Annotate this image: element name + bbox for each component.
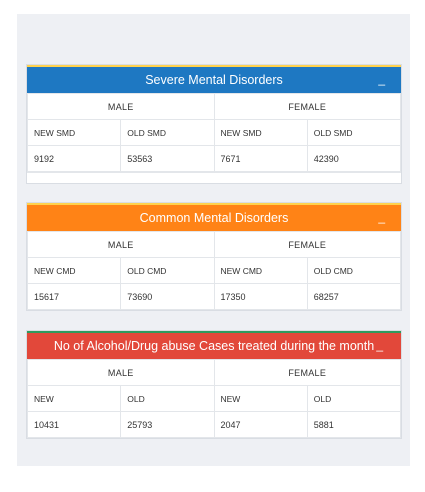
- female-group-label: FEMALE: [214, 232, 401, 258]
- column-header: OLD SMD: [307, 120, 400, 146]
- column-header: NEW CMD: [28, 258, 121, 284]
- table-cell: 42390: [307, 146, 400, 172]
- table-cell: 25793: [121, 412, 214, 438]
- smd-card-title: Severe Mental Disorders: [145, 73, 283, 87]
- column-header: NEW: [28, 386, 121, 412]
- table-cell: 53563: [121, 146, 214, 172]
- alcohol-card-title: No of Alcohol/Drug abuse Cases treated during the month: [53, 339, 375, 353]
- alcohol-card: [26, 330, 402, 439]
- table-cell: 10431: [28, 412, 121, 438]
- cmd-table: [27, 231, 401, 310]
- cmd-card-header: [27, 203, 401, 231]
- smd-card-header: [27, 65, 401, 93]
- alcohol-card-header: [27, 331, 401, 359]
- column-header: NEW CMD: [214, 258, 307, 284]
- column-header: OLD CMD: [307, 258, 400, 284]
- table-cell: 2047: [214, 412, 307, 438]
- male-group-label: MALE: [28, 94, 215, 120]
- card-footer: [27, 172, 401, 183]
- cmd-card: [26, 202, 402, 311]
- table-cell: 68257: [307, 284, 400, 310]
- male-group-label: MALE: [28, 232, 215, 258]
- alcohol-table: [27, 359, 401, 438]
- minimize-button[interactable]: _: [376, 338, 383, 352]
- column-header: OLD: [307, 386, 400, 412]
- smd-table: [27, 93, 401, 172]
- table-cell: 17350: [214, 284, 307, 310]
- table-cell: 5881: [307, 412, 400, 438]
- column-header: NEW SMD: [214, 120, 307, 146]
- column-header: OLD CMD: [121, 258, 214, 284]
- column-header: NEW SMD: [28, 120, 121, 146]
- smd-card: [26, 64, 402, 184]
- female-group-label: FEMALE: [214, 94, 401, 120]
- cmd-card-title: Common Mental Disorders: [139, 211, 289, 225]
- table-cell: 9192: [28, 146, 121, 172]
- table-cell: 15617: [28, 284, 121, 310]
- column-header: OLD: [121, 386, 214, 412]
- table-cell: 7671: [214, 146, 307, 172]
- male-group-label: MALE: [28, 360, 215, 386]
- minimize-button[interactable]: _: [378, 72, 385, 86]
- column-header: OLD SMD: [121, 120, 214, 146]
- minimize-button[interactable]: _: [378, 210, 385, 224]
- column-header: NEW: [214, 386, 307, 412]
- table-cell: 73690: [121, 284, 214, 310]
- female-group-label: FEMALE: [214, 360, 401, 386]
